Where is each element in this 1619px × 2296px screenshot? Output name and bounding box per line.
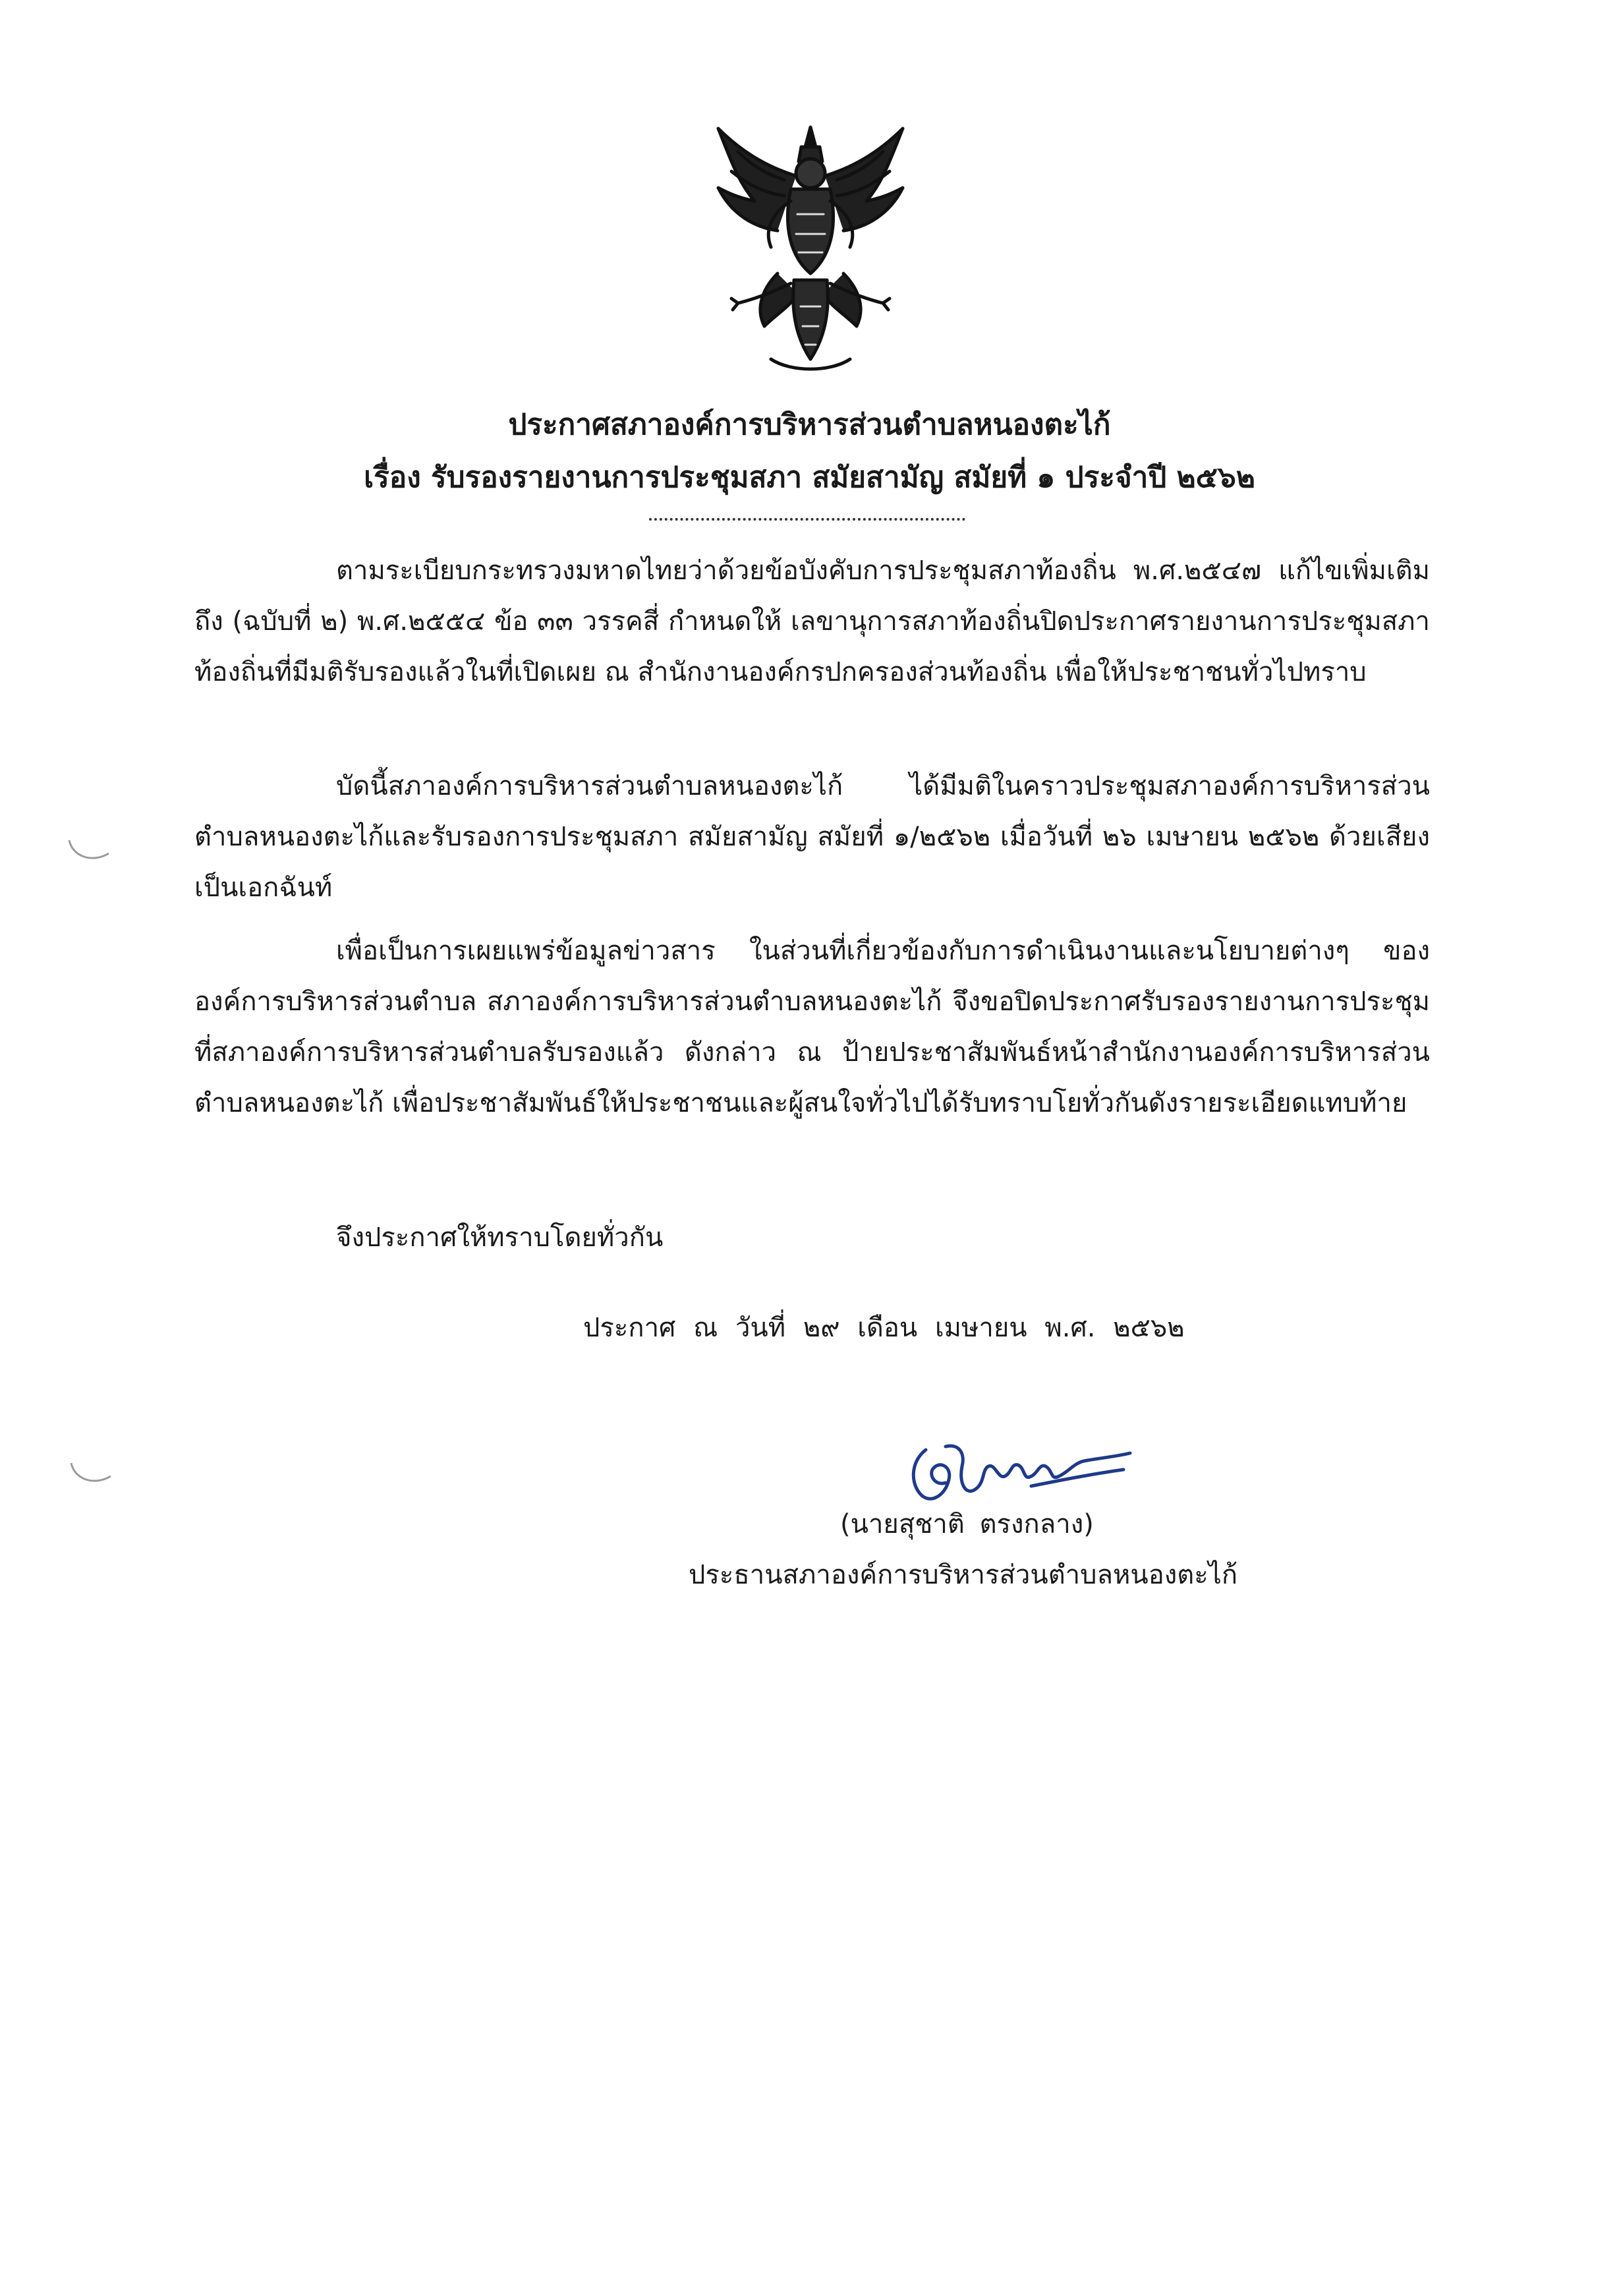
handwritten-signature <box>899 1433 1137 1512</box>
signer-position: ประธานสภาองค์การบริหารส่วนตำบลหนองตะไก้ <box>689 1560 1238 1590</box>
punch-hole-icon <box>63 827 115 867</box>
announcement-date: ประกาศ ณ วันที่ ๒๙ เดือน เมษายน พ.ศ. ๒๕๖๒ <box>583 1313 1185 1343</box>
paragraph-closing: จึงประกาศให้ทราบโดยทั่วกัน <box>336 1222 664 1253</box>
paragraph-publication: เพื่อเป็นการเผยแพร่ข้อมูลข่าวสาร ในส่วนที่เกี่ยวข้องกับการดำเนินงานและนโยบายต่างๆ ขององค์การบริหารส่วนตำบล สภาองค์การบริหารส่วนตำบลหนองตะไก้ จึงขอปิดประกาศรับรองรายงานการประชุมที่สภาองค์การบริหารส่วนตำบลรับรองแล้ว ดังกล่าว ณ ป้ายประชาสัมพันธ์หน้าสำนักงานองค์การบริหารส่วนตำบลหนองตะไก้ เพื่อประชาสัมพันธ์ให้ประชาชนและผู้สนใจทั่วไปได้รับทราบโยทั่วกันดังรายระเอียดแทบท้าย <box>194 936 1430 1118</box>
paragraph-regulation: ตามระเบียบกระทรวงมหาดไทยว่าด้วยข้อบังคับการประชุมสภาท้องถิ่น พ.ศ.๒๕๔๗ แก้ไขเพิ่มเติมถึง (ฉบับที่ ๒) พ.ศ.๒๕๕๔ ข้อ ๓๓ วรรคสี่ กำหนดให้ เลขานุการสภาท้องถิ่นปิดประกาศรายงานการประชุมสภาท้องถิ่นที่มีมติรับรองแล้วในที่เปิดเผย ณ สำนักงานองค์กรปกครองส่วนท้องถิ่น เพื่อให้ประชาชนทั่วไปทราบ <box>194 556 1430 687</box>
title-divider <box>649 518 965 521</box>
signer-name: (นายสุชาติ ตรงกลาง) <box>840 1509 1094 1539</box>
garuda-emblem-icon <box>692 115 929 379</box>
paragraph-resolution: บัดนี้สภาองค์การบริหารส่วนตำบลหนองตะไก้ ได้มีมติในคราวประชุมสภาองค์การบริหารส่วนตำบลหนองตะไก้และรับรองการประชุมสภา สมัยสามัญ สมัยที่ ๑/๒๕๖๒ เมื่อวันที่ ๒๖ เมษายน ๒๕๖๒ ด้วยเสียงเป็นเอกฉันท์ <box>194 771 1430 903</box>
punch-hole-icon <box>65 1450 117 1489</box>
announcement-subject: เรื่อง รับรองรายงานการประชุมสภา สมัยสามัญ สมัยที่ ๑ ประจำปี ๒๕๖๒ <box>364 461 1255 494</box>
announcement-title: ประกาศสภาองค์การบริหารส่วนตำบลหนองตะไก้ <box>508 408 1111 442</box>
